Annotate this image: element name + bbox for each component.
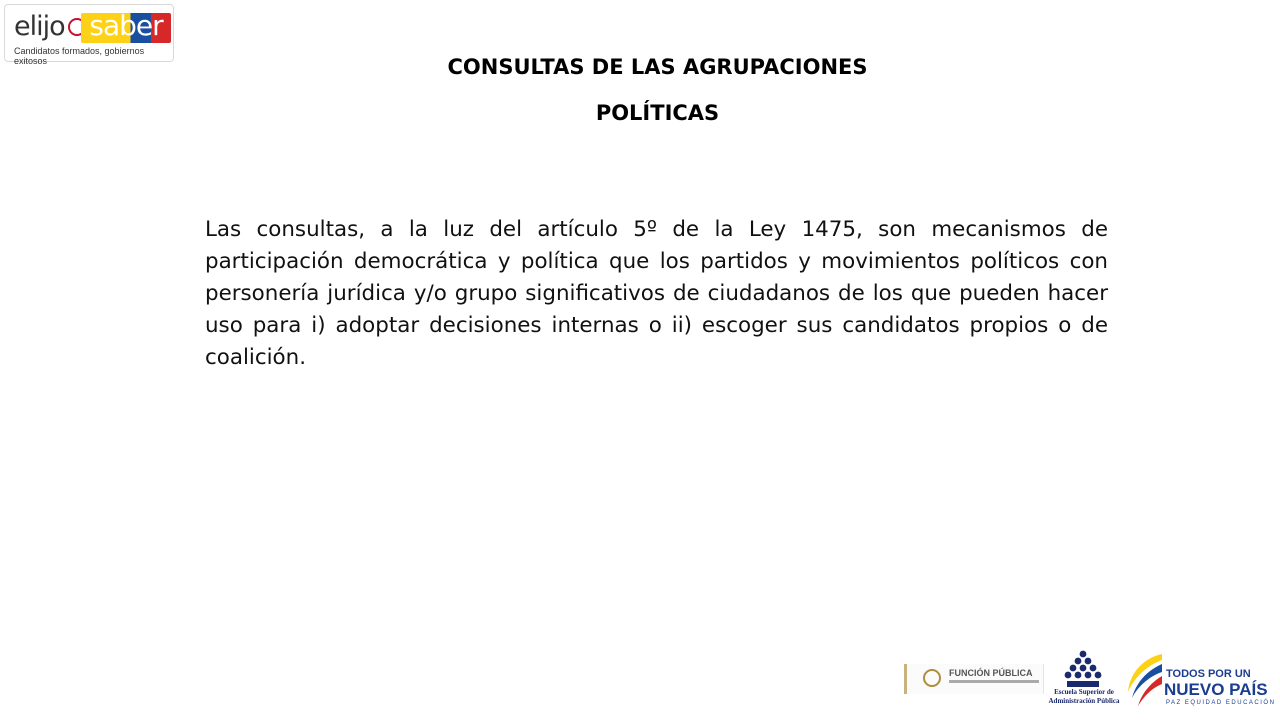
- logo-tagline: Candidatos formados, gobiernos exitosos: [14, 46, 145, 66]
- logo-brand-left: elijo: [14, 11, 65, 42]
- slide-title-line1: CONSULTAS DE LAS AGRUPACIONES: [447, 55, 868, 79]
- funcion-publica-subline: [949, 680, 1039, 683]
- nuevo-pais-line2: NUEVO PAÍS: [1164, 680, 1268, 699]
- nuevo-pais-line3: PAZ EQUIDAD EDUCACIÓN: [1166, 700, 1276, 706]
- elijo-saber-logo: [4, 4, 174, 66]
- funcion-publica-logo: [904, 664, 1044, 694]
- funcion-publica-label: FUNCIÓN PÚBLICA: [949, 668, 1033, 678]
- nuevo-pais-icon: [1124, 652, 1164, 708]
- logo-saber-badge: [81, 9, 171, 43]
- slide-body-paragraph: Las consultas, a la luz del artículo 5º de la Ley 1475, son mecanismos de participación democrática y política que los partidos y movimientos políticos con personería jurídica y/o grupo significativos de ciudadanos de los que pueden hacer uso para i) adoptar decisiones internas o ii) escoger sus candidatos propios o de coalición.: [205, 217, 1108, 370]
- slide-title-line2: POLÍTICAS: [595, 101, 720, 125]
- esap-pyramid-icon: [1063, 650, 1103, 688]
- esap-label: Escuela Superior de Administración Pública: [1048, 688, 1120, 705]
- coat-of-arms-icon: [923, 669, 941, 687]
- logo-brand-right: saber: [89, 9, 163, 42]
- nuevo-pais-line1: TODOS POR UN: [1166, 668, 1251, 680]
